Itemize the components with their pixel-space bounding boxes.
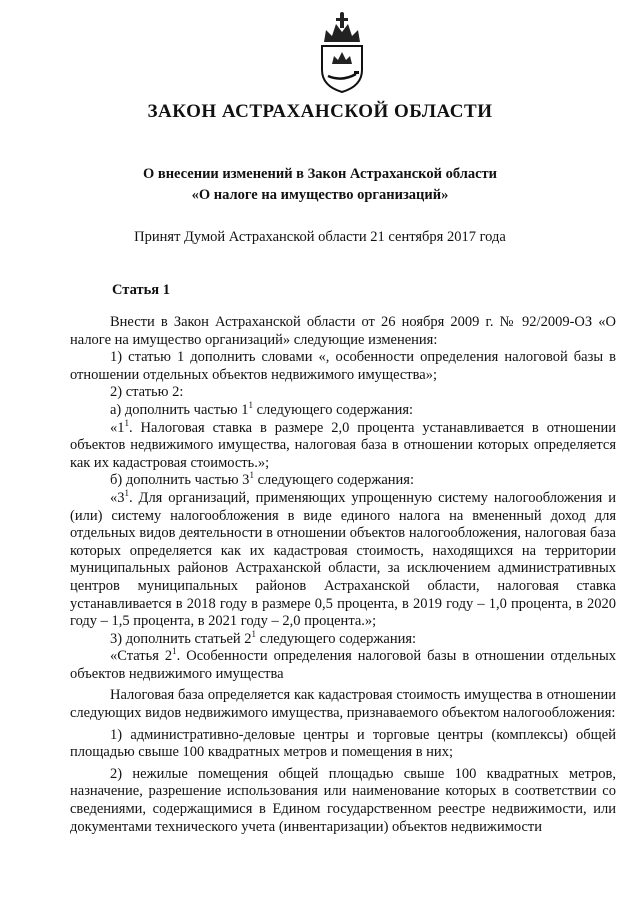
paragraph [70, 628, 616, 649]
paragraph: 2) статью 2: [110, 384, 184, 401]
paragraph [70, 402, 616, 420]
paragraph-text: . Налоговая ставка в размере 2,0 процента устанавливается в отношении объектов недвижимого имущества, налоговая база в отношении которых определяется как их кадастровая стоимость.»; [70, 419, 616, 471]
law-subtitle [0, 164, 640, 206]
paragraph: 2) нежилые помещения общей площадью свыше 100 квадратных метров, назначение, разрешение использования или наименование которых в соответствии со сведениями, содержащимися в Едином государственном реестре недвижимости, или документами технического учета (инвентаризации) объектов недвижимости [70, 765, 616, 835]
paragraph-text: следующего содержания: [256, 630, 417, 647]
paragraph-text: «1 [110, 419, 125, 436]
superscript: 1 [124, 417, 129, 428]
superscript: 1 [124, 488, 129, 499]
paragraph [70, 648, 616, 683]
superscript: 1 [251, 628, 257, 639]
paragraph [70, 417, 616, 473]
superscript: 1 [249, 470, 254, 481]
law-title: ЗАКОН АСТРАХАНСКОЙ ОБЛАСТИ [147, 101, 493, 122]
paragraph-text: «3 [110, 489, 125, 506]
paragraph-text: следующего содержания: [253, 401, 414, 418]
article-heading: Статья 1 [112, 282, 170, 298]
paragraph: 1) административно-деловые центры и торговые центры (комплексы) общей площадью свыше 100 квадратных метров и помещения в них; [70, 726, 616, 761]
paragraph-text: а) дополнить частью 1 [110, 401, 249, 418]
paragraph-text: «Статья 2 [110, 648, 173, 665]
paragraph-text: следующего содержания: [253, 472, 415, 489]
paragraph-text: . Особенности определения налоговой базы в отношении отдельных объектов недвижимого имущества [70, 648, 616, 682]
paragraph-text: б) дополнить частью 3 [110, 472, 250, 489]
paragraph-text: . Для организаций, применяющих упрощенную систему налогообложения и (или) систему налогообложения в виде единого налога на вмененный доход для отдельных видов деятельности в отношении объектов налогообложения, налоговая база которых определяется как их кадастровая стоимость, находящихся на территории муниципальных районов Астраханской области, за исключением административных центров муниципальных районов Астраханской области, налоговая ставка устанавливается в 2018 году в размере 0,5 процента, в 2019 году – 1,0 процента, в 2020 году – 1,5 процента, в 2021 году – 2,0 процента.»; [70, 489, 616, 630]
paragraph-text: 3) дополнить статьей 2 [110, 630, 252, 647]
astrakhan-coat-of-arms-icon [314, 12, 370, 94]
paragraph: Налоговая база определяется как кадастровая стоимость имущества в отношении следующих видов недвижимого имущества, признаваемого объектом налогообложения: [70, 687, 616, 722]
subtitle-line: О внесении изменений в Закон Астраханской области [142, 166, 498, 182]
subtitle-line: «О налоге на имущество организаций» [191, 187, 449, 203]
superscript: 1 [248, 400, 253, 411]
paragraph: Внести в Закон Астраханской области от 26 ноября 2009 г. № 92/2009-ОЗ «О налоге на имущество организаций» следующие изменения: [70, 314, 616, 348]
adoption-note: Принят Думой Астраханской области 21 сентября 2017 года [134, 229, 506, 245]
paragraph [70, 490, 616, 631]
article-body [70, 314, 616, 836]
paragraph [70, 472, 616, 490]
paragraph: 1) статью 1 дополнить словами «, особенности определения налоговой базы в отношении отдельных объектов недвижимого имущества»; [70, 349, 616, 383]
superscript: 1 [172, 646, 177, 657]
